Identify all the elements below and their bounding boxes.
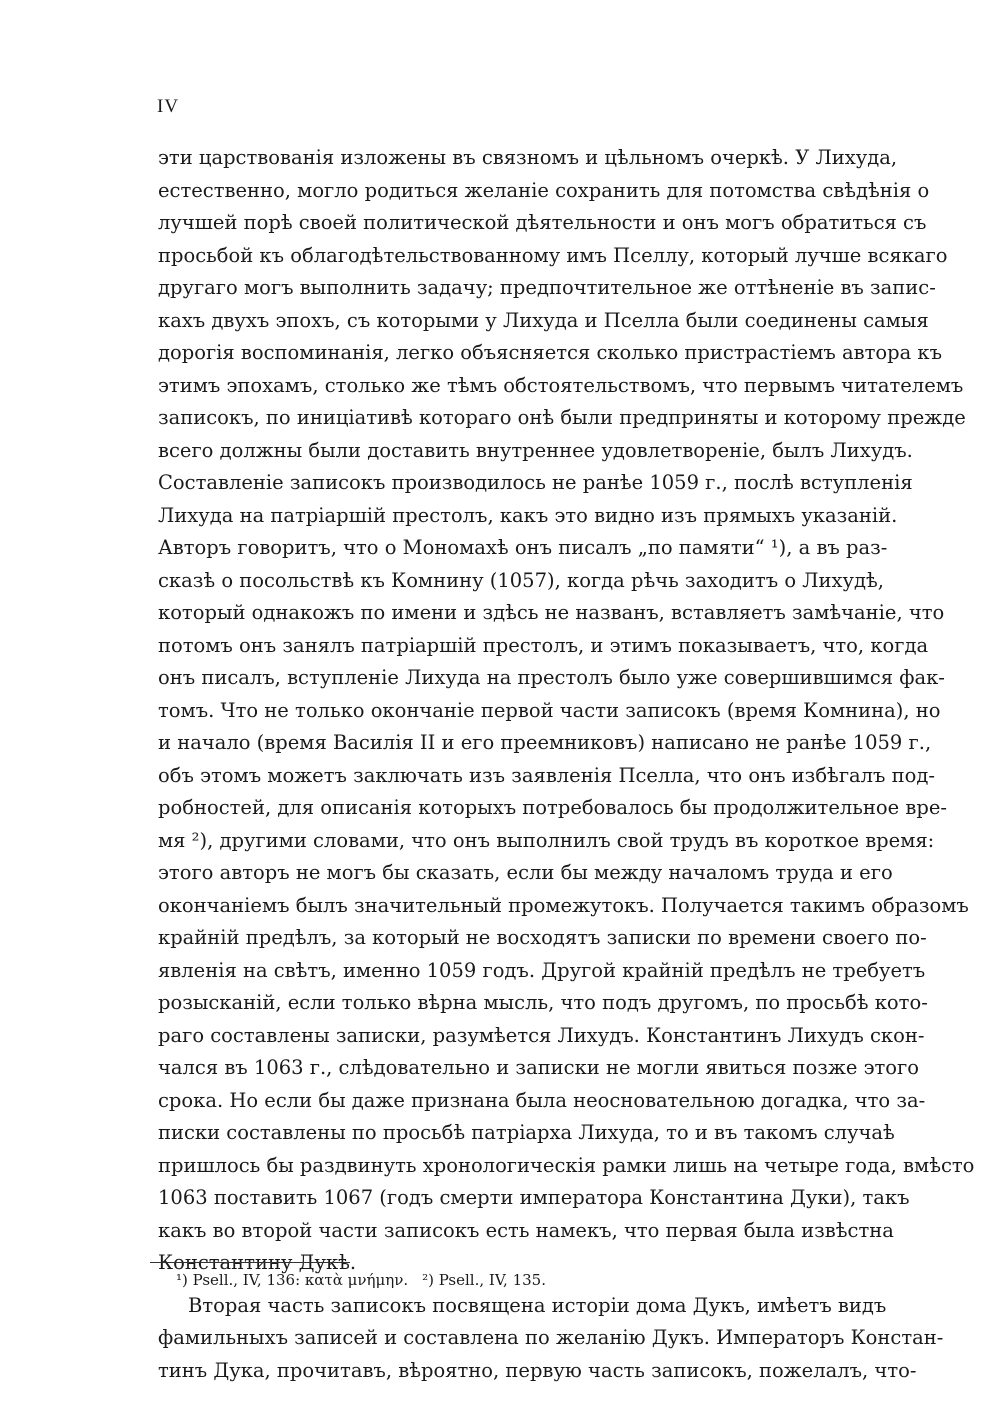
text-line: робностей, для описанія которыхъ потребовалось бы продолжительное вре- [158,796,947,819]
footnotes [176,1268,560,1292]
text-line: естественно, могло родиться желаніе сохранить для потомства свѣдѣнія о [158,178,930,202]
text-line: этого авторъ не могъ бы сказать, если бы между началомъ труда и его [158,861,893,884]
text-line: томъ. Что не только окончаніе первой части записокъ (время Комнина), но [158,698,941,722]
text-line: эти царствованія изложены въ связномъ и цѣльномъ очеркѣ. У Лихуда, [158,146,898,169]
text-line: какъ во второй части записокъ есть намекъ, что первая была извѣстна [158,1218,894,1242]
text-line: онъ писалъ, вступленіе Лихуда на престолъ было уже совершившимся фак- [158,666,945,689]
footnote: ²) Psell., IV, 135. [422,1271,546,1289]
text-line: 1063 поставить 1067 (годъ смерти императора Константина Дуки), такъ [158,1186,910,1209]
text-line: объ этомъ можетъ заключать изъ заявленія Пселла, что онъ избѣгалъ под- [158,763,935,787]
text-line: просьбой къ облагодѣтельствованному имъ Пселлу, который лучше всякаго [158,243,948,267]
text-line: пришлось бы раздвинуть хронологическія рамки лишь на четыре года, вмѣсто [158,1153,975,1177]
text-line: явленія на свѣтъ, именно 1059 годъ. Другой крайній предѣлъ не требуетъ [158,958,926,982]
text-line: розысканій, если только вѣрна мысль, что подъ другомъ, по просьбѣ кото- [158,991,928,1014]
text-line: сказѣ о посольствѣ къ Комнину (1057), когда рѣчь заходитъ о Лихудѣ, [158,568,884,592]
text-line: лучшей порѣ своей политической дѣятельности и онъ могъ обратиться съ [158,211,927,234]
text-line: мя ²), другими словами, что онъ выполнилъ свой трудъ въ короткое время: [158,828,935,852]
text-line: раго составлены записки, разумѣется Лихудъ. Константинъ Лихудъ скон- [158,1023,925,1047]
text-line: Константину Дукѣ. [158,1251,357,1274]
text-line: и начало (время Василія II и его преемниковъ) написано не ранѣе 1059 г., [158,731,932,754]
text-line: Лихуда на патріаршій престолъ, какъ это видно изъ прямыхъ указаній. [158,503,898,527]
paragraph [158,1290,944,1388]
text-line: писки составлены по просьбѣ патріарха Лихуда, то и въ такомъ случаѣ [158,1121,895,1144]
text-line: потомъ онъ занялъ патріаршій престолъ, и этимъ показываетъ, что, когда [158,633,929,657]
text-line: Вторая часть записокъ посвящена исторіи дома Дукъ, имѣетъ видъ [188,1293,887,1317]
body-text [158,142,975,1387]
text-line: всего должны были доставить внутреннее удовлетвореніе, былъ Лихудъ. [158,438,913,462]
text-line: дорогія воспоминанія, легко объясняется сколько пристрастіемъ автора къ [158,341,943,364]
text-line: окончаніемъ былъ значительный промежутокъ. Получается такимъ образомъ [158,893,969,917]
page-number: IV [157,96,180,117]
text-line: срока. Но если бы даже признана была неосновательною догадка, что за- [158,1088,926,1112]
text-line: тинъ Дука, прочитавъ, вѣроятно, первую часть записокъ, пожелалъ, что- [158,1358,917,1382]
text-line: крайній предѣлъ, за который не восходятъ записки по времени своего по- [158,926,927,949]
footnote: ¹) Psell., IV, 136: κατὰ μνήμην. [176,1271,409,1289]
text-line: фамильныхъ записей и составлена по желанію Дукъ. Императоръ Констан- [158,1326,944,1349]
text-line: этимъ эпохамъ, столько же тѣмъ обстоятельствомъ, что первымъ читателемъ [158,373,964,397]
text-line: кахъ двухъ эпохъ, съ которыми у Лихуда и Пселла были соединены самыя [158,308,929,332]
text-line: чался въ 1063 г., слѣдовательно и записки не могли явиться позже этого [158,1056,919,1079]
text-line: Авторъ говоритъ, что о Мономахѣ онъ писалъ „по памяти“ ¹), а въ раз- [158,536,888,559]
text-line: который однакожъ по имени и здѣсь не названъ, вставляетъ замѣчаніе, что [158,601,945,624]
text-line: Составленіе записокъ производилось не ранѣе 1059 г., послѣ вступленія [158,471,913,494]
text-line: другаго могъ выполнить задачу; предпочтительное же оттѣненіе въ запис- [158,276,936,299]
paragraph [158,142,975,1280]
footnote-rule [150,1262,350,1263]
text-line: записокъ, по иниціативѣ котораго онѣ были предприняты и которому прежде [158,406,966,429]
